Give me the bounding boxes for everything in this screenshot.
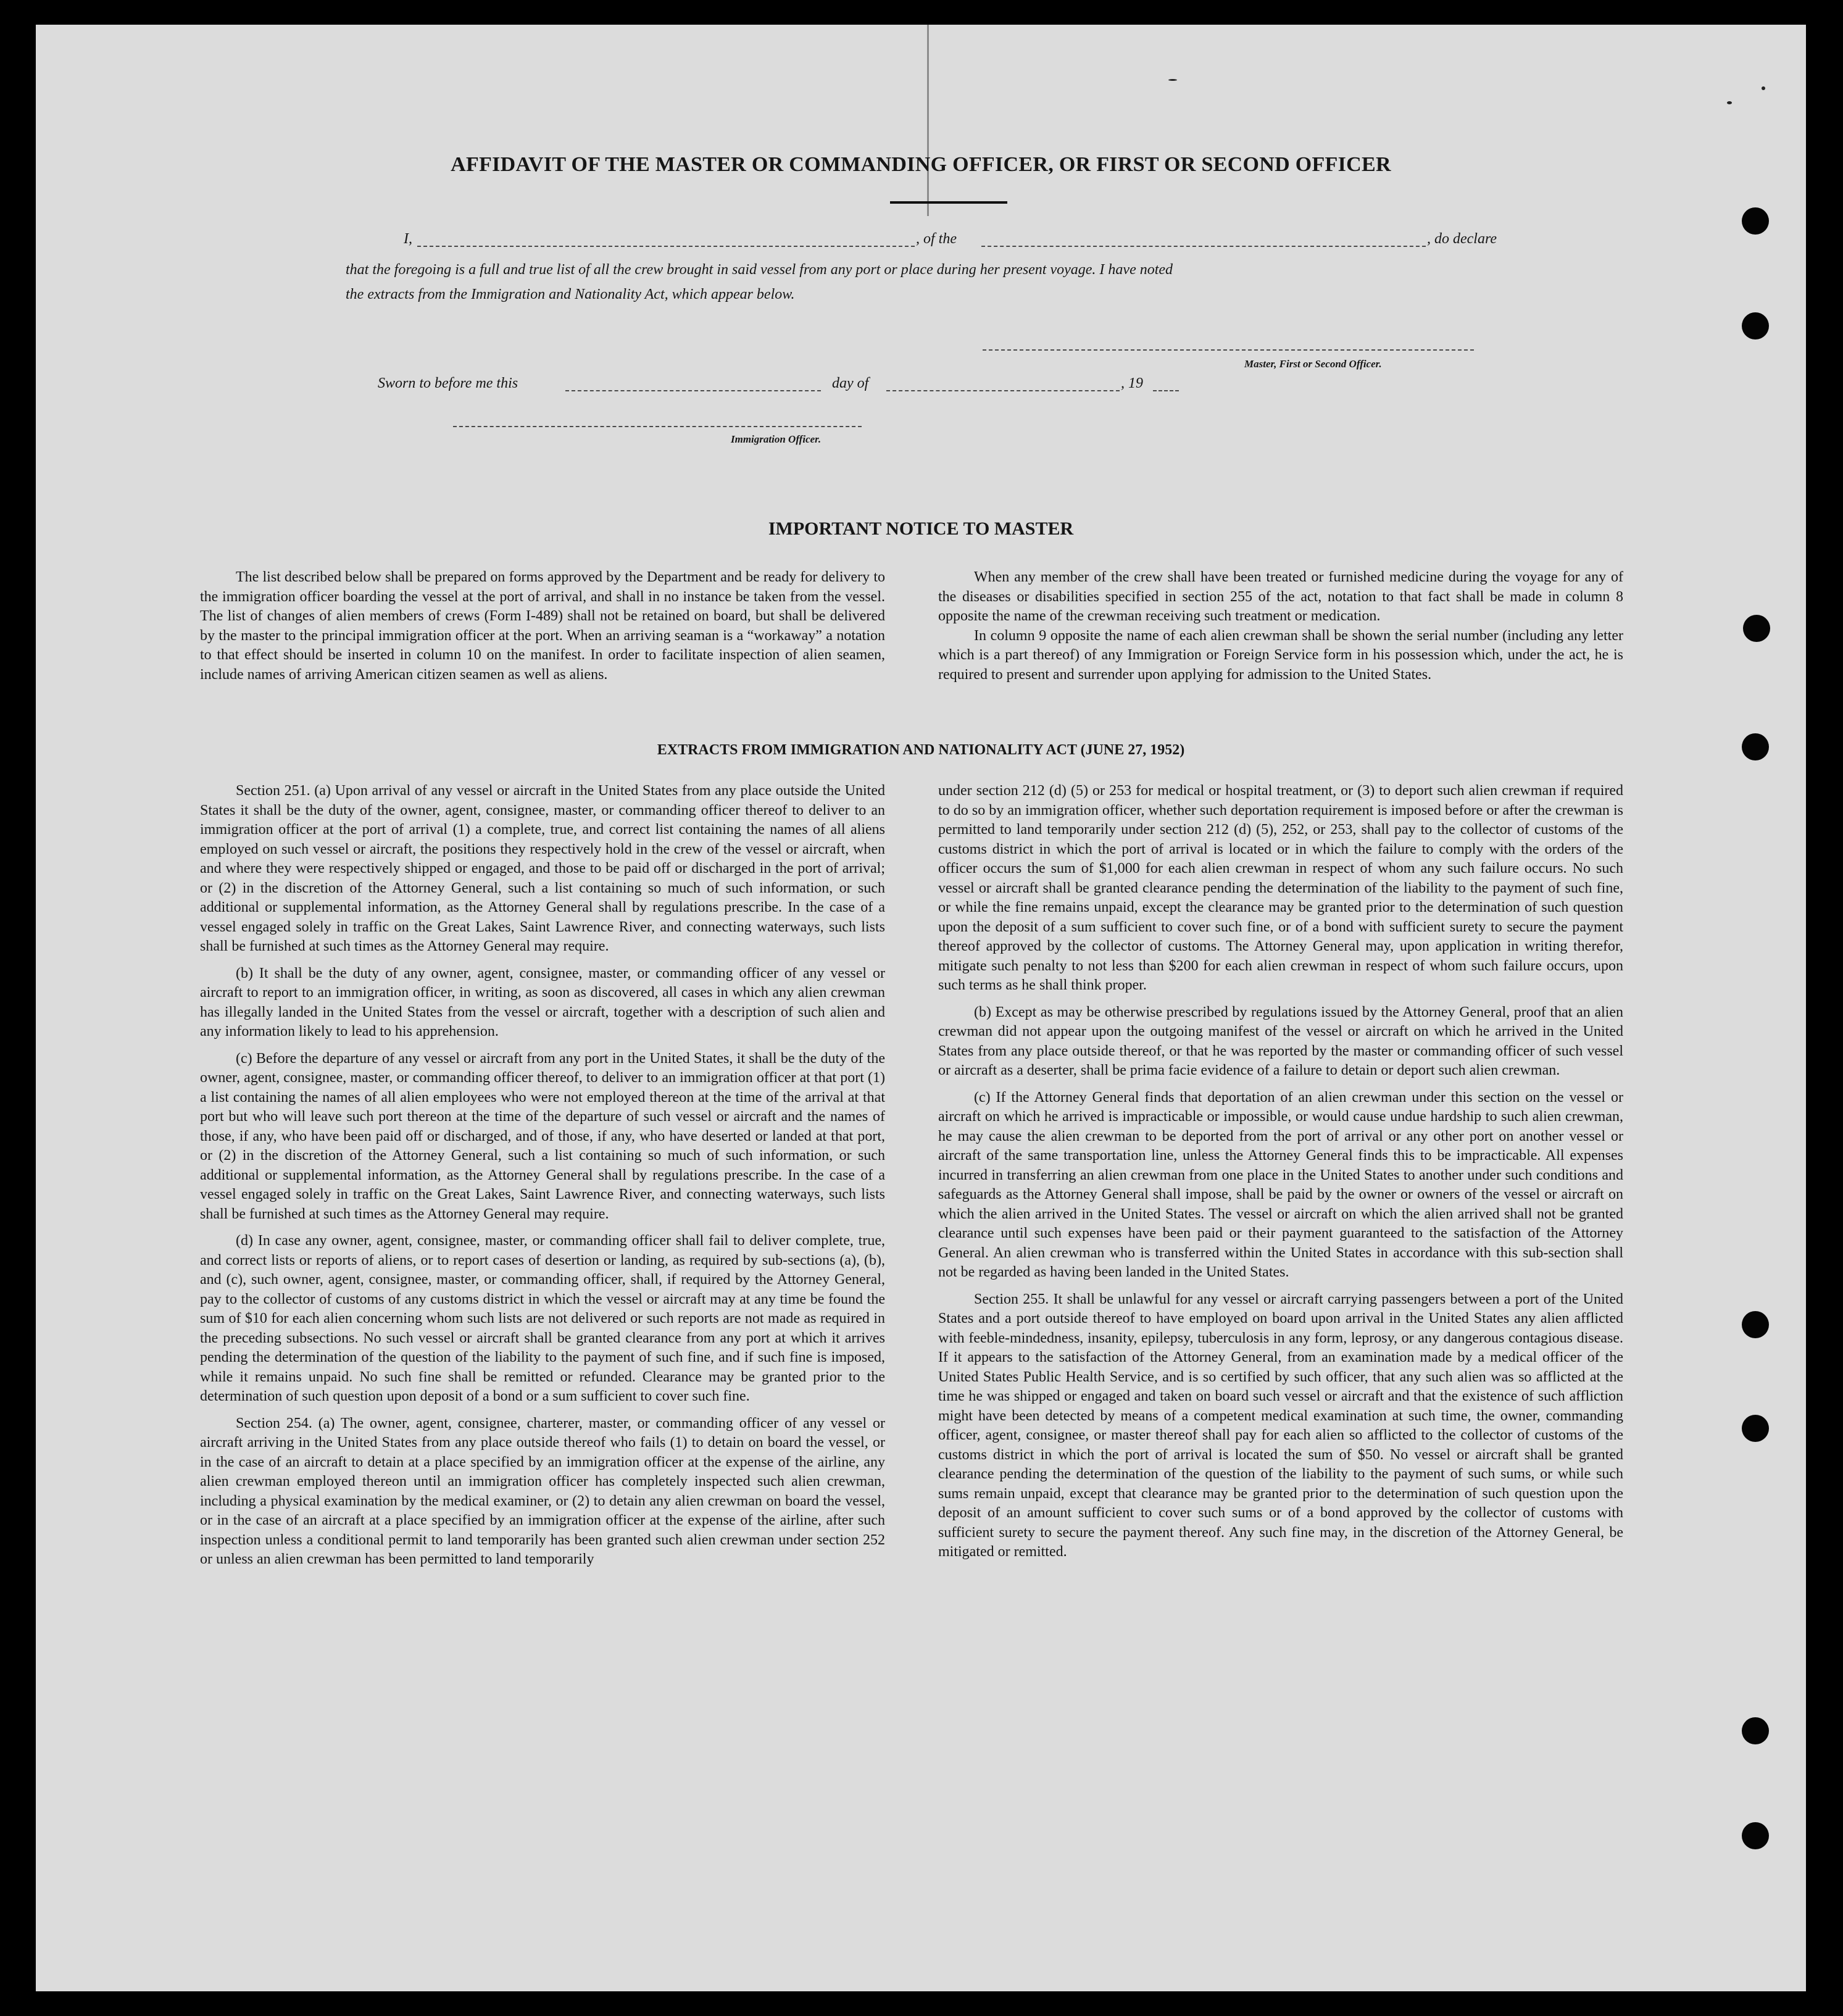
master-signature-caption: Master, First or Second Officer. <box>1244 358 1382 370</box>
extracts-right-column <box>938 781 1623 1570</box>
vessel-name-field[interactable] <box>981 246 1426 247</box>
do-declare-label: , do declare <box>1427 231 1497 247</box>
sworn-year-field[interactable] <box>1153 390 1179 391</box>
punch-hole <box>1742 1822 1769 1849</box>
punch-hole <box>1743 615 1770 642</box>
sworn-label: Sworn to before me this <box>378 375 518 391</box>
act-section-paragraph: (b) It shall be the duty of any owner, agent, consignee, master, or commanding officer of any vessel or aircraft to report to an immigration officer, in writing, as soon as discovered, all cases in which any alien crewman has illegally landed in the United States from the vessel or aircraft, together with a description of such alien and any information likely to lead to his apprehension. <box>200 965 885 1039</box>
notice-left-column <box>200 568 885 685</box>
ink-speck <box>1762 86 1765 90</box>
year-label: , 19 <box>1121 375 1143 391</box>
act-section-paragraph: (d) In case any owner, agent, consignee, master, or commanding officer shall fail to deliver complete, true, and correct lists or reports of aliens, or to report cases of desertion or landing, as required by sub-sections (a), (b), and (c), such owner, agent, consignee, master, or commanding officer, shall, if required by the Attorney General, pay to the collector of customs of any customs district in which the vessel or aircraft may at any time be found the sum of $10 for each alien concerning whom such lists are not delivered or such reports are not made as required in the preceding subsections. No such vessel or aircraft shall be granted clearance from any port at which it arrives pending the determination of the question of the liability to the payment of such fine, and if such fine is imposed, while it remains unpaid. No such fine shall be remitted or refunded. Clearance may be granted prior to the determination of such question upon deposit of a bond or a sum sufficient to cover such fine. <box>200 1233 885 1404</box>
declaration-line-1: that the foregoing is a full and true list of all the crew brought in said vessel from any port or place during her present voyage. I have noted <box>346 262 1173 278</box>
punch-hole <box>1742 1311 1769 1338</box>
affidavit-title: AFFIDAVIT OF THE MASTER OR COMMANDING OFFICER, OR FIRST OR SECOND OFFICER <box>451 153 1391 176</box>
act-section-paragraph: Section 255. It shall be unlawful for any vessel or aircraft carrying passengers between a port of the United States and a port outside thereof to have employed on board upon arrival in the United States any alien afflicted with feeble-mindedness, insanity, epilepsy, tuberculosis in any form, leprosy, or any dangerous contagious disease. If it appears to the satisfaction of the Attorney General, from an examination made by a medical officer of the United States Public Health Service, and is so certified by such officer, that any such alien was so afflicted at the time he was shipped or engaged and taken on board such vessel or aircraft and that the existence of such affliction might have been detected by means of a competent medical examination at such time, the owner, commanding officer, agent, consignee, or master thereof shall pay for each alien so afflicted to the collector of customs of the customs district in which the port of arrival is located the sum of $50. No vessel or aircraft shall be granted clearance pending the determination of the question of the liability to the payment of such sums, or while such sums remain unpaid, except that clearance may be granted prior to the determination of such question upon the deposit of an amount sufficient to cover such sums or of a bond approved by the collector of customs with sufficient surety to secure the payment thereof. Any such fine may, in the discretion of the Attorney General, be mitigated or remitted. <box>938 1291 1623 1560</box>
page-fold-line <box>927 25 929 216</box>
declaration-line-2: the extracts from the Immigration and Nationality Act, which appear below. <box>346 286 795 302</box>
ink-speck <box>1727 101 1732 104</box>
act-section-paragraph: Section 251. (a) Upon arrival of any vessel or aircraft in the United States from any place outside the United States it shall be the duty of the owner, agent, consignee, master, or commanding officer thereof to deliver to an immigration officer at the port of arrival (1) a complete, true, and correct list containing the names of all aliens employed on such vessel or aircraft, the positions they respectively hold in the crew of the vessel or aircraft, when and where they were respectively shipped or engaged, and those to be paid off or discharged in the port of arrival; or (2) in the discretion of the Attorney General, such a list containing so much of such information, or such additional or supplemental information, as the Attorney General shall by regulations prescribe. In the case of a vessel engaged solely in traffic on the Great Lakes, Saint Lawrence River, and connecting waterways, such lists shall be furnished at such times as the Attorney General may require. <box>200 783 885 954</box>
master-signature-field[interactable] <box>983 349 1474 351</box>
extracts-left-column <box>200 781 885 1577</box>
document-page <box>36 25 1806 1991</box>
extracts-heading: EXTRACTS FROM IMMIGRATION AND NATIONALITY ACT (JUNE 27, 1952) <box>657 742 1185 758</box>
punch-hole <box>1742 312 1769 339</box>
notice-paragraph: When any member of the crew shall have been treated or furnished medicine during the voyage for any of the diseases or disabilities specified in section 255 of the act, notation to that fact shall be made in column 8 opposite the name of the crewman receiving such treatment or medication. <box>938 569 1623 624</box>
act-section-paragraph: (b) Except as may be otherwise prescribed by regulations issued by the Attorney General, proof that an alien crewman did not appear upon the outgoing manifest of the vessel or aircraft on which he arrived in the United States from any place outside thereof, or that he was reported by the master or commanding officer of such vessel or aircraft as a deserter, shall be prima facie evidence of a failure to detain or deport such alien crewman. <box>938 1004 1623 1078</box>
punch-hole <box>1742 1717 1769 1744</box>
act-section-paragraph: under section 212 (d) (5) or 253 for medical or hospital treatment, or (3) to deport such alien crewman if required to do so by an immigration officer, whether such deportation requirement is imposed before or after the crewman is permitted to land temporarily under section 212 (d) (5), 252, or 253, shall pay to the collector of customs of the customs district in which the port of arrival is located or in which the failure to comply with the orders of the officer occurs the sum of $1,000 for each alien crewman in respect of whom any such failure occurs. No such vessel or aircraft shall be granted clearance pending the determination of the liability to the payment of such fine, or while the fine remains unpaid, except the clearance may be granted prior to the determination of such question upon the deposit of a sum sufficient to cover such fine, or of a bond with sufficient surety to secure the payment thereof approved by the collector of customs. The Attorney General may, upon application in writing therefor, mitigate such penalty to not less than $200 for each alien crewman in respect of whom such failure occurs, upon such terms as he shall think proper. <box>938 783 1623 993</box>
of-the-label: , of the <box>916 231 957 247</box>
notice-paragraph: The list described below shall be prepared on forms approved by the Department and be ready for delivery to the immigration officer boarding the vessel at the port of arrival, and shall in no instance be taken from the vessel. The list of changes of alien members of crews (Form I-489) shall not be retained on board, but shall be delivered by the master to the principal immigration officer at the port. When an arriving seaman is a “workaway” a notation to that effect should be inserted in column 10 on the manifest. In order to facilitate inspection of alien seamen, include names of arriving American citizen seamen as well as aliens. <box>200 569 885 683</box>
sworn-month-field[interactable] <box>886 390 1120 391</box>
act-section-paragraph: Section 254. (a) The owner, agent, consignee, charterer, master, or commanding officer of any vessel or aircraft arriving in the United States from any place outside thereof who fails (1) to detain on board the vessel, or in the case of an aircraft to detain at a place specified by an immigration officer at the expense of the airline, any alien crewman employed thereon until an immigration officer has completely inspected such alien crewman, including a physical examination by the medical examiner, or (2) to detain any alien crewman on board the vessel, or in the case of an aircraft at a place specified by an immigration officer at the expense of the airline, after such inspection unless a conditional permit to land temporarily has been granted such alien crewman under section 252 or unless an alien crewman has been permitted to land temporarily <box>200 1415 885 1567</box>
punch-hole <box>1742 207 1769 235</box>
punch-hole <box>1742 1415 1769 1442</box>
immigration-officer-signature-field[interactable] <box>453 426 862 427</box>
title-underline <box>890 201 1007 204</box>
i-label: I, <box>404 231 412 247</box>
notice-heading: IMPORTANT NOTICE TO MASTER <box>768 519 1074 539</box>
immigration-officer-caption: Immigration Officer. <box>731 433 822 445</box>
notice-right-column <box>938 568 1623 685</box>
sworn-day-field[interactable] <box>565 390 821 391</box>
ink-speck <box>1168 79 1177 81</box>
day-of-label: day of <box>832 375 869 391</box>
officer-name-field[interactable] <box>417 246 915 247</box>
act-section-paragraph: (c) If the Attorney General finds that deportation of an alien crewman under this section on the vessel or aircraft on which he arrived is impracticable or impossible, or would cause undue hardship to such alien crewman, he may cause the alien crewman to be deported from the port of arrival or any other port on another vessel or aircraft of the same transportation line, unless the Attorney General finds this to be impracticable. All expenses incurred in transferring an alien crewman from one place in the United States to another under such conditions and safeguards as the Attorney General shall impose, shall be paid by the owner or owners of the vessel or aircraft on which the alien arrived in the United States. The vessel or aircraft on which the alien arrived shall not be granted clearance until such expenses have been paid or their payment guaranteed to the satisfaction of the Attorney General. An alien crewman who is transferred within the United States in accordance with this sub-section shall not be regarded as having been landed in the United States. <box>938 1089 1623 1280</box>
act-section-paragraph: (c) Before the departure of any vessel or aircraft from any port in the United States, it shall be the duty of the owner, agent, consignee, master, or commanding officer thereof, to deliver to an immigration officer at that port (1) a list containing the names of all alien employees who were not employed thereon at the time of the arrival at that port but who will leave such port thereon at the time of the departure of such vessel or aircraft and the names of those, if any, who have been paid off or discharged, and of those, if any, who have deserted or landed at that port, or (2) in the discretion of the Attorney General, such a list containing so much of such information, or such additional or supplemental information, as the Attorney General shall by regulations prescribe. In the case of a vessel engaged solely in traffic on the Great Lakes, Saint Lawrence River, and connecting waterways, such lists shall be furnished at such times as the Attorney General may require. <box>200 1050 885 1222</box>
notice-paragraph: In column 9 opposite the name of each alien crewman shall be shown the serial number (including any letter which is a part thereof) of any Immigration or Foreign Service form in his possession which, under the act, he is required to present and surrender upon applying for admission to the United States. <box>938 627 1623 683</box>
